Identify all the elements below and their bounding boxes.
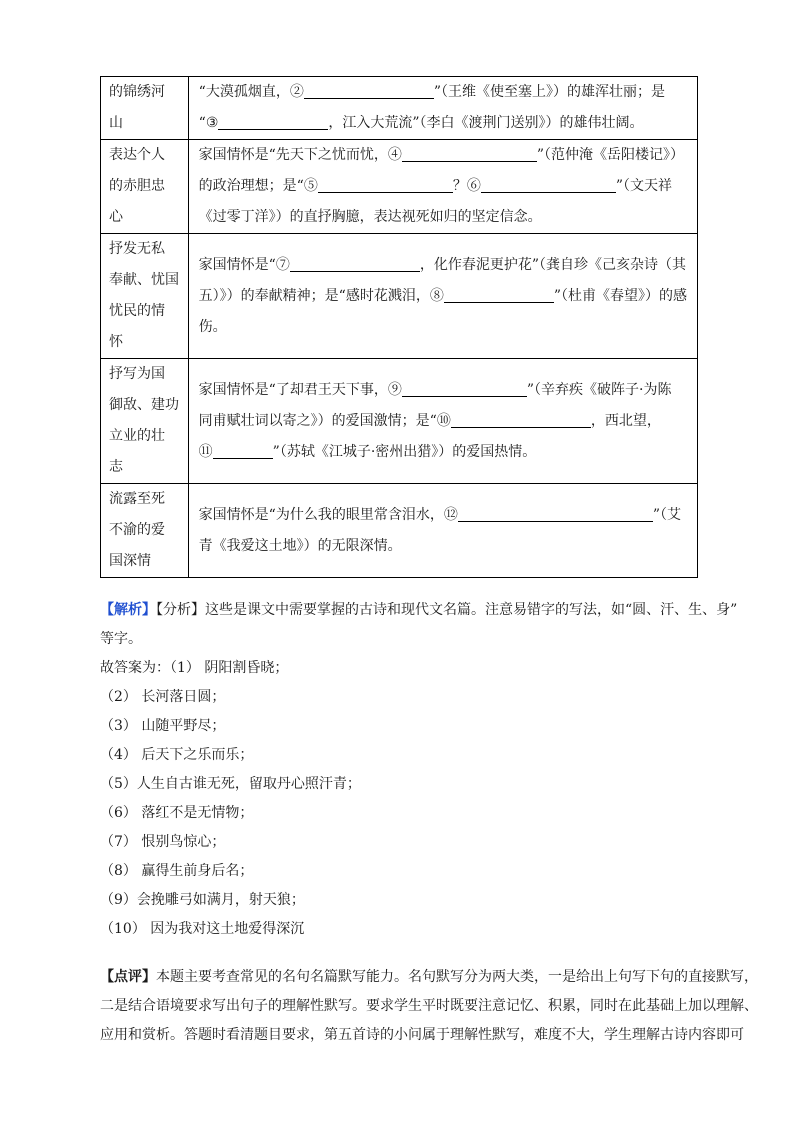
topic-line: 志 [109,459,123,475]
table-row [101,359,698,484]
blank-line [318,175,453,193]
topic-line: 表达个人 [109,147,165,163]
topic-cell [101,140,189,234]
topic-line: 奉献、忧国 [109,272,179,288]
content-line [199,406,687,437]
topic-cell [101,359,189,484]
content-text: 伤。 [198,318,227,335]
blank-line [481,175,616,193]
answer-item: （6） 落红不是无情物； [100,805,254,821]
content-text: ，化作春泥更护花”（龚自珍《己亥杂诗（其 [419,256,686,273]
content-cell [188,484,697,578]
analysis-line-2: 等字。 [100,631,142,647]
answer-item: （5）人生自古谁无死，留取丹心照汗青； [100,776,361,792]
topic-line: 抒发无私 [109,241,165,257]
answer-item: （2） 长河落日圆； [100,689,226,705]
analysis-text: 【分析】这些是课文中需要掌握的古诗和现代文名篇。注意易错字的写法，如“圆、汗、生、身” [156,602,738,618]
content-text: 五）》）的奉献精神；是“感时花溅泪，⑧ [198,287,444,304]
content-text: “③ [198,115,219,131]
topic-line: 流露至死 [109,491,165,507]
review-section [100,963,764,1050]
content-text: ”（文天祥 [615,178,673,194]
content-line [199,500,687,531]
content-text: 同甫赋壮词以寄之》）的爱国激情；是“⑩ [198,412,451,429]
content-line [199,281,687,312]
blank-line [290,254,420,272]
review-line-2: 二是结合语境要求写出句子的理解性默写。要求学生平时既要注意记忆、积累，同时在此基础上加以理解、 [100,998,758,1014]
blank-line [444,285,554,303]
answer-item: （8） 赢得生前身后名； [100,863,254,879]
content-line [199,202,687,233]
content-text: 家国情怀是“⑦ [198,256,290,273]
review-tag: 【点评】 [100,969,156,985]
table-row [101,77,698,140]
answer-item: （9）会挽雕弓如满月，射天狼； [100,892,305,908]
content-cell [188,359,697,484]
topic-line: 国深情 [109,553,151,569]
content-line [199,77,687,108]
blank-line [304,81,434,99]
poetry-table [100,76,698,578]
content-text: 青《我爱这土地》）的无限深情。 [198,537,402,554]
topic-line: 的赤胆忠 [109,178,165,194]
content-text: ，江入大荒流”（李白《渡荆门送别》）的雄伟壮阔。 [328,115,644,131]
analysis-section [100,596,762,944]
answers-intro: 故答案为：（1） 阴阳割昏晓； [100,660,289,676]
topic-line: 立业的壮 [109,428,165,444]
content-text: ”（范仲淹《岳阳楼记》） [536,147,685,163]
content-line [199,312,687,343]
topic-line: 心 [109,209,123,225]
topic-cell [101,77,189,140]
content-text: ⑪ [198,443,213,460]
content-line [199,437,687,468]
table-row [101,234,698,359]
blank-line [218,112,328,130]
topic-line: 不渝的爱 [109,522,165,538]
content-text: 家国情怀是“先天下之忧而忧，④ [198,147,402,163]
blank-line [402,144,537,162]
blank-line [213,441,273,459]
content-text: 《过零丁洋》）的直抒胸臆，表达视死如归的坚定信念。 [198,209,542,225]
content-text: ”（艾 [652,506,681,523]
answer-item: （4） 后天下之乐而乐； [100,747,254,763]
content-line [199,171,687,202]
content-text: 家国情怀是“了却君王天下事，⑨ [198,381,402,398]
content-line [199,140,687,171]
review-line-3: 应用和赏析。答题时看清题目要求，第五首诗的小问属于理解性默写，难度不大，学生理解古诗内容即可 [100,1027,744,1043]
topic-cell [101,234,189,359]
topic-line: 忧民的情 [109,303,165,319]
content-text: 家国情怀是“为什么我的眼里常含泪水，⑫ [198,506,458,523]
content-line [199,108,687,139]
review-line-1 [100,963,764,992]
content-line [199,250,687,281]
topic-line: 抒写为国 [109,366,165,382]
content-line [199,375,687,406]
content-line [199,531,687,562]
blank-line [451,410,591,428]
topic-line: 御敌、建功 [109,397,179,413]
content-text: ”（辛弃疾《破阵子·为陈 [526,381,672,398]
topic-line: 的锦绣河 [109,84,165,100]
content-cell [188,234,697,359]
content-text: ”（王维《使至塞上》）的雄浑壮丽；是 [433,84,665,100]
answers-list [100,683,762,944]
blank-line [458,504,653,522]
table-row [101,140,698,234]
content-text: ？⑥ [452,178,481,194]
answer-item: （7） 恨别鸟惊心； [100,834,226,850]
table-row [101,484,698,578]
analysis-line-1 [100,596,762,625]
analysis-tag: 【解析】 [100,602,156,618]
content-text: ”（苏轼《江城子·密州出猎》）的爱国热情。 [272,443,537,460]
answer-item: （10） 因为我对这土地爱得深沉 [100,921,305,937]
topic-line: 怀 [109,334,123,350]
content-text: ”（杜甫《春望》）的感 [553,287,687,304]
content-text: “大漠孤烟直，② [198,84,304,100]
topic-cell [101,484,189,578]
content-cell [188,77,697,140]
content-cell [188,140,697,234]
blank-line [402,379,527,397]
answer-item: （3） 山随平野尽； [100,718,226,734]
content-text: ，西北望， [590,412,661,429]
content-text: 的政治理想；是“⑤ [198,178,318,194]
review-text: 本题主要考查常见的名句名篇默写能力。名句默写分为两大类，一是给出上句写下句的直接默写， [156,969,758,985]
topic-line: 山 [109,115,123,131]
